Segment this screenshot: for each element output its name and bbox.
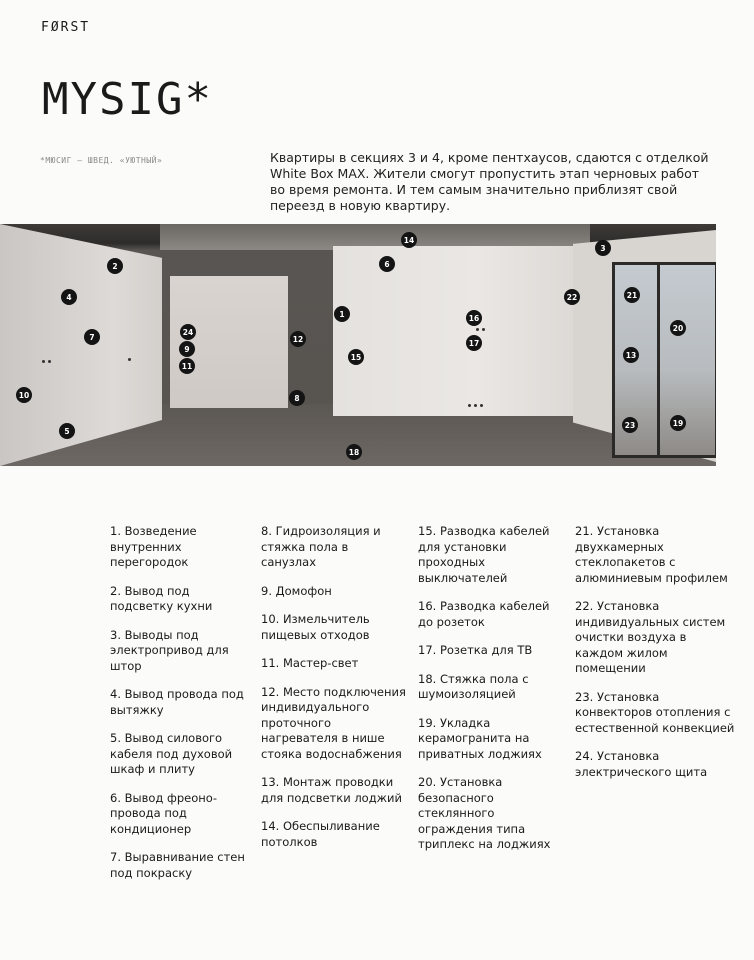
list-column-1 — [110, 524, 245, 894]
list-item: 23. Установка конвекторов отопления с естественной конвекцией — [575, 689, 735, 735]
marker-3: 3 — [595, 240, 611, 256]
marker-15: 15 — [348, 349, 364, 365]
page-title: MYSIG* — [42, 74, 213, 125]
marker-20: 20 — [670, 320, 686, 336]
list-item: 9. Домофон — [261, 583, 332, 598]
marker-24: 24 — [180, 324, 196, 340]
list-item: 4. Вывод провода под вытяжку — [110, 687, 244, 717]
title-footnote: *МЮСИГ – ШВЕД. «УЮТНЫЙ» — [40, 156, 163, 165]
marker-6: 6 — [379, 256, 395, 272]
list-item: 11. Мастер-свет — [261, 656, 359, 670]
brand-logo: FØRST — [41, 20, 91, 35]
list-item: 8. Гидроизоляция и стяжка пола в санузлах — [261, 524, 381, 569]
list-item: 24. Установка электрического щита — [575, 749, 708, 779]
list-column-2 — [261, 524, 406, 863]
marker-10: 10 — [16, 387, 32, 403]
list-item: 13. Монтаж проводки для подсветки лоджий — [261, 775, 402, 805]
list-item: 7. Выравнивание стен под покраску — [110, 850, 245, 880]
list-item: 20. Установка безопасного стеклянного ограждения типа триплекс на лоджиях — [418, 775, 551, 851]
marker-23: 23 — [622, 417, 638, 433]
list-item: 14. Обеспыливание потолков — [261, 819, 380, 849]
list-item: 2. Вывод под подсветку кухни — [110, 583, 213, 613]
list-item: 1. Возведение внутренних перегородок — [110, 524, 197, 569]
list-item: 18. Стяжка пола с шумоизоляцией — [418, 671, 529, 701]
marker-19: 19 — [670, 415, 686, 431]
list-item: 15. Разводка кабелей для установки проходных выключателей — [418, 524, 550, 585]
list-item: 19. Укладка керамогранита на приватных лоджиях — [418, 715, 542, 761]
marker-9: 9 — [179, 341, 195, 357]
list-item: 3. Выводы под электропривод для штор — [110, 627, 229, 673]
list-column-3 — [418, 524, 566, 866]
marker-13: 13 — [623, 347, 639, 363]
marker-11: 11 — [179, 358, 195, 374]
marker-17: 17 — [466, 335, 482, 351]
marker-22: 22 — [564, 289, 580, 305]
marker-16: 16 — [466, 310, 482, 326]
marker-12: 12 — [290, 331, 306, 347]
list-item: 21. Установка двухкамерных стеклопакетов с алюминиевым профилем — [575, 524, 728, 585]
list-item: 6. Вывод фреоно-провода под кондиционер — [110, 790, 217, 836]
marker-1: 1 — [334, 306, 350, 322]
marker-8: 8 — [289, 390, 305, 406]
marker-7: 7 — [84, 329, 100, 345]
list-item: 5. Вывод силового кабеля под духовой шкаф и плиту — [110, 731, 233, 776]
intro-paragraph: Квартиры в секциях 3 и 4, кроме пентхаусов, сдаются с отделкой White Box MAX. Жители смогут пропустить этап черновых работ во время ремонта. И тем самым значительно приблизят свой переезд в новую квартиру. — [270, 150, 709, 213]
list-item: 10. Измельчитель пищевых отходов — [261, 612, 370, 642]
list-item: 17. Розетка для ТВ — [418, 643, 533, 657]
right-partition-wall — [333, 246, 573, 416]
marker-18: 18 — [346, 444, 362, 460]
marker-4: 4 — [61, 289, 77, 305]
list-item: 12. Место подключения индивидуального проточного нагревателя в нише стояка водоснабжения — [261, 684, 406, 761]
marker-14: 14 — [401, 232, 417, 248]
list-column-4 — [575, 524, 735, 793]
marker-5: 5 — [59, 423, 75, 439]
list-item: 22. Установка индивидуальных систем очистки воздуха в каждом жилом помещении — [575, 599, 726, 675]
list-item: 16. Разводка кабелей до розеток — [418, 599, 550, 629]
marker-2: 2 — [107, 258, 123, 274]
apartment-photo — [0, 224, 716, 466]
marker-21: 21 — [624, 287, 640, 303]
